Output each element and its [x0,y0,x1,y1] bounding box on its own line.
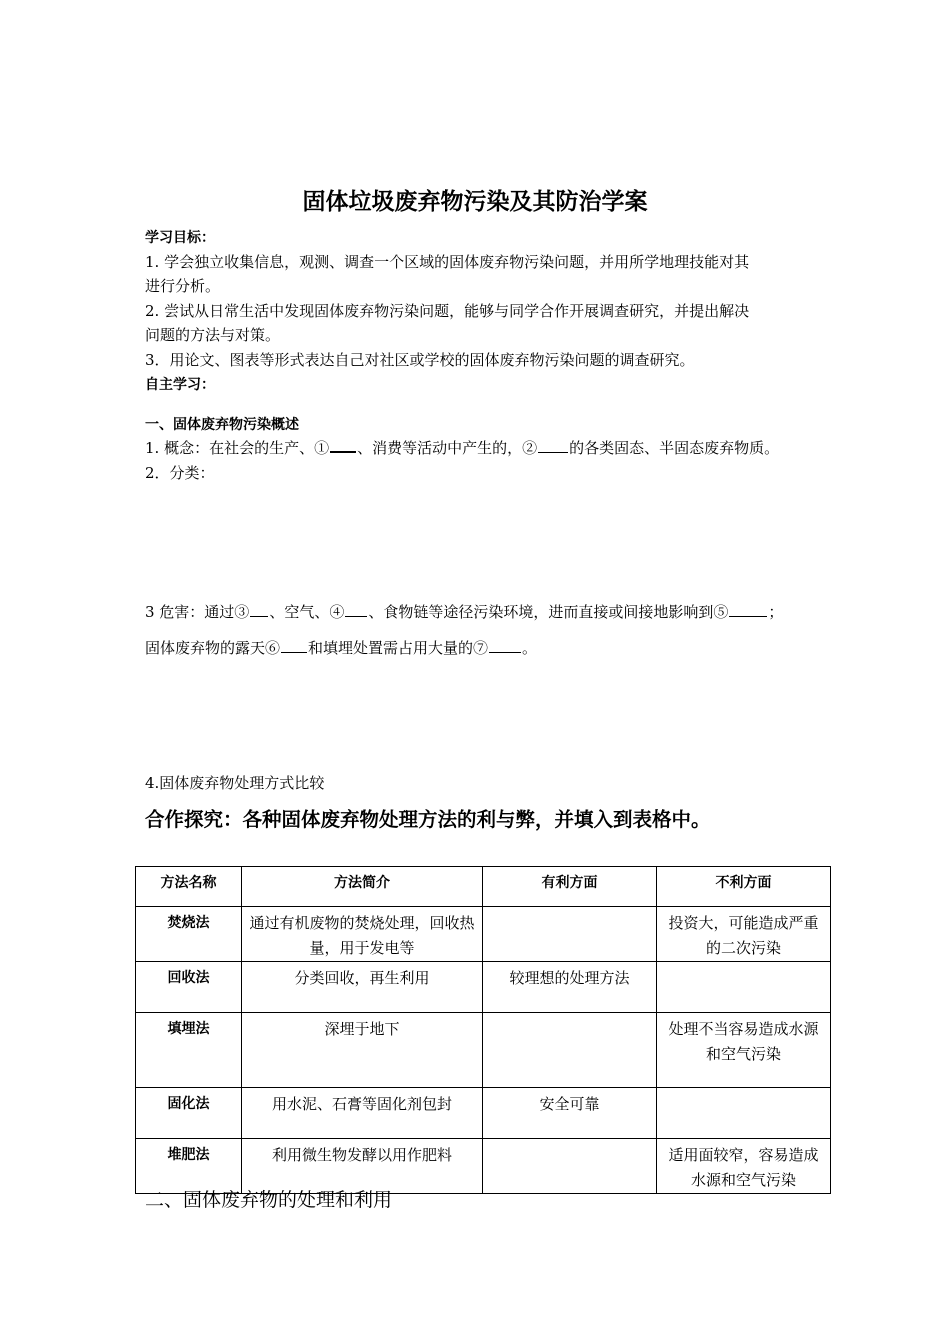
blank-1[interactable] [330,436,356,453]
cons-cell[interactable]: 处理不当容易造成水源和空气污染 [657,1013,831,1088]
harm-text-2: 、空气、④ [269,603,345,621]
header-pros: 有利方面 [483,867,657,907]
blank-4[interactable] [345,601,367,617]
blank-5[interactable] [729,601,767,617]
method-intro-cell: 利用微生物发酵以用作肥料 [242,1139,483,1194]
harm-text-4: ； [768,603,784,621]
blank-7[interactable] [489,637,521,653]
harm-text-3: 、食物链等途径污染环境，进而直接或间接地影响到⑤ [368,603,729,621]
blank-6[interactable] [281,637,307,653]
objective-1-line-2: 进行分析。 [145,277,221,295]
blank-2[interactable] [538,437,568,453]
pros-cell[interactable] [483,907,657,962]
page-title: 固体垃圾废弃物污染及其防治学案 [302,189,648,215]
classify-line: 2．分类： [145,464,215,482]
cons-cell[interactable]: 适用面较窄，容易造成水源和空气污染 [657,1139,831,1194]
self-study-heading: 自主学习： [145,377,215,393]
concept-text-1: 1. 概念：在社会的生产、① [145,439,330,457]
exposure-line [145,636,825,660]
method-intro-cell: 深埋于地下 [242,1013,483,1088]
cooperation-heading: 合作探究：各种固体废弃物处理方法的利与弊，并填入到表格中。 [145,808,711,831]
harm-text-1: 3 危害：通过③ [145,603,250,621]
concept-text-3: 的各类固态、半固态废弃物质。 [569,439,780,457]
method-intro-cell: 通过有机废物的焚烧处理，回收热量，用于发电等 [242,907,483,962]
cons-cell[interactable] [657,962,831,1013]
compare-heading: 4.固体废弃物处理方式比较 [145,774,325,792]
method-intro-cell: 用水泥、石膏等固化剂包封 [242,1088,483,1139]
method-name-cell: 焚烧法 [136,907,242,962]
exposure-text-3: 。 [522,639,538,657]
pros-cell[interactable] [483,1139,657,1194]
table-header-row [136,867,831,907]
exposure-text-2: 和填埋处置需占用大量的⑦ [308,639,489,657]
harm-line [145,600,825,624]
header-cons: 不利方面 [657,867,831,907]
objectives-heading: 学习目标： [145,230,215,246]
objective-3: 3．用论文、图表等形式表达自己对社区或学校的固体废弃物污染问题的调查研究。 [145,351,695,369]
method-name-cell: 堆肥法 [136,1139,242,1194]
method-name-cell: 回收法 [136,962,242,1013]
cons-cell[interactable]: 投资大，可能造成严重的二次污染 [657,907,831,962]
header-method-intro: 方法简介 [242,867,483,907]
section-2-heading: 二、固体废弃物的处理和利用 [145,1189,393,1211]
method-name-cell: 固化法 [136,1088,242,1139]
concept-line [145,436,825,460]
pros-cell[interactable]: 安全可靠 [483,1088,657,1139]
concept-text-2: 、消费等活动中产生的，② [357,439,538,457]
section-1-heading: 一、固体废弃物污染概述 [145,417,299,433]
pros-cell[interactable]: 较理想的处理方法 [483,962,657,1013]
pros-cell[interactable] [483,1013,657,1088]
objective-2-line-1: 2. 尝试从日常生活中发现固体废弃物污染问题，能够与同学合作开展调查研究，并提出解决 [145,302,750,320]
cons-cell[interactable] [657,1088,831,1139]
header-method-name: 方法名称 [136,867,242,907]
exposure-text-1: 固体废弃物的露天⑥ [145,639,281,657]
table-row [136,1088,831,1139]
method-name-cell: 填埋法 [136,1013,242,1088]
table-row [136,907,831,962]
objective-2-line-2: 问题的方法与对策。 [145,326,281,344]
comparison-table [135,866,831,1194]
blank-3[interactable] [250,601,268,617]
table-row [136,1013,831,1088]
objective-1-line-1: 1. 学会独立收集信息，观测、调查一个区域的固体废弃物污染问题，并用所学地理技能对其 [145,253,750,271]
table-row [136,962,831,1013]
method-intro-cell: 分类回收，再生利用 [242,962,483,1013]
